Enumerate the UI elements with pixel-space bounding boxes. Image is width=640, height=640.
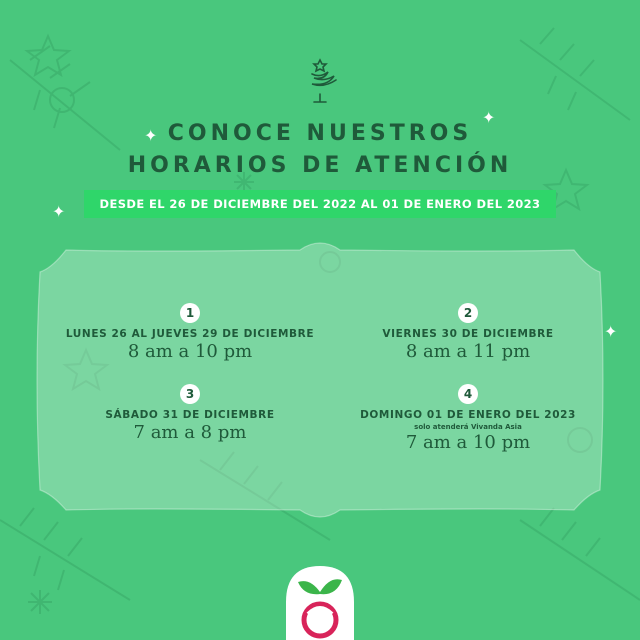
item-number-badge: 1 bbox=[180, 303, 200, 323]
item-number-badge: 4 bbox=[458, 384, 478, 404]
title-line-2: HORARIOS DE ATENCIÓN bbox=[127, 153, 513, 178]
schedule-day: VIERNES 30 DE DICIEMBRE bbox=[382, 328, 554, 340]
item-number-badge: 2 bbox=[458, 303, 478, 323]
schedule-hours: 8 am a 11 pm bbox=[405, 341, 531, 362]
sparkle-icon: ✦ bbox=[144, 126, 158, 145]
schedule-day: DOMINGO 01 DE ENERO DEL 2023 bbox=[360, 409, 576, 421]
schedule-note: solo atenderá Vivanda Asia bbox=[414, 423, 522, 431]
schedule-hours: 7 am a 10 pm bbox=[405, 432, 531, 453]
sparkle-icon: ✦ bbox=[604, 322, 618, 341]
schedule-item-3 bbox=[40, 384, 340, 444]
item-number-badge: 3 bbox=[180, 384, 200, 404]
date-range-banner: DESDE EL 26 DE DICIEMBRE DEL 2022 AL 01 DE ENERO DEL 2023 bbox=[84, 190, 556, 218]
schedule-hours: 8 am a 10 pm bbox=[127, 341, 253, 362]
schedule-hours: 7 am a 8 pm bbox=[133, 422, 247, 443]
title-line-1: CONOCE NUESTROS bbox=[167, 121, 473, 146]
schedule-day: SÁBADO 31 DE DICIEMBRE bbox=[105, 409, 275, 421]
schedule-day: LUNES 26 AL JUEVES 29 DE DICIEMBRE bbox=[65, 328, 315, 340]
sparkle-icon: ✦ bbox=[482, 108, 496, 127]
brand-logo bbox=[280, 562, 360, 640]
sparkle-icon: ✦ bbox=[52, 202, 66, 221]
schedule-item-4 bbox=[318, 384, 618, 454]
schedule-item-1 bbox=[40, 303, 340, 363]
schedule-item-2 bbox=[318, 303, 618, 363]
